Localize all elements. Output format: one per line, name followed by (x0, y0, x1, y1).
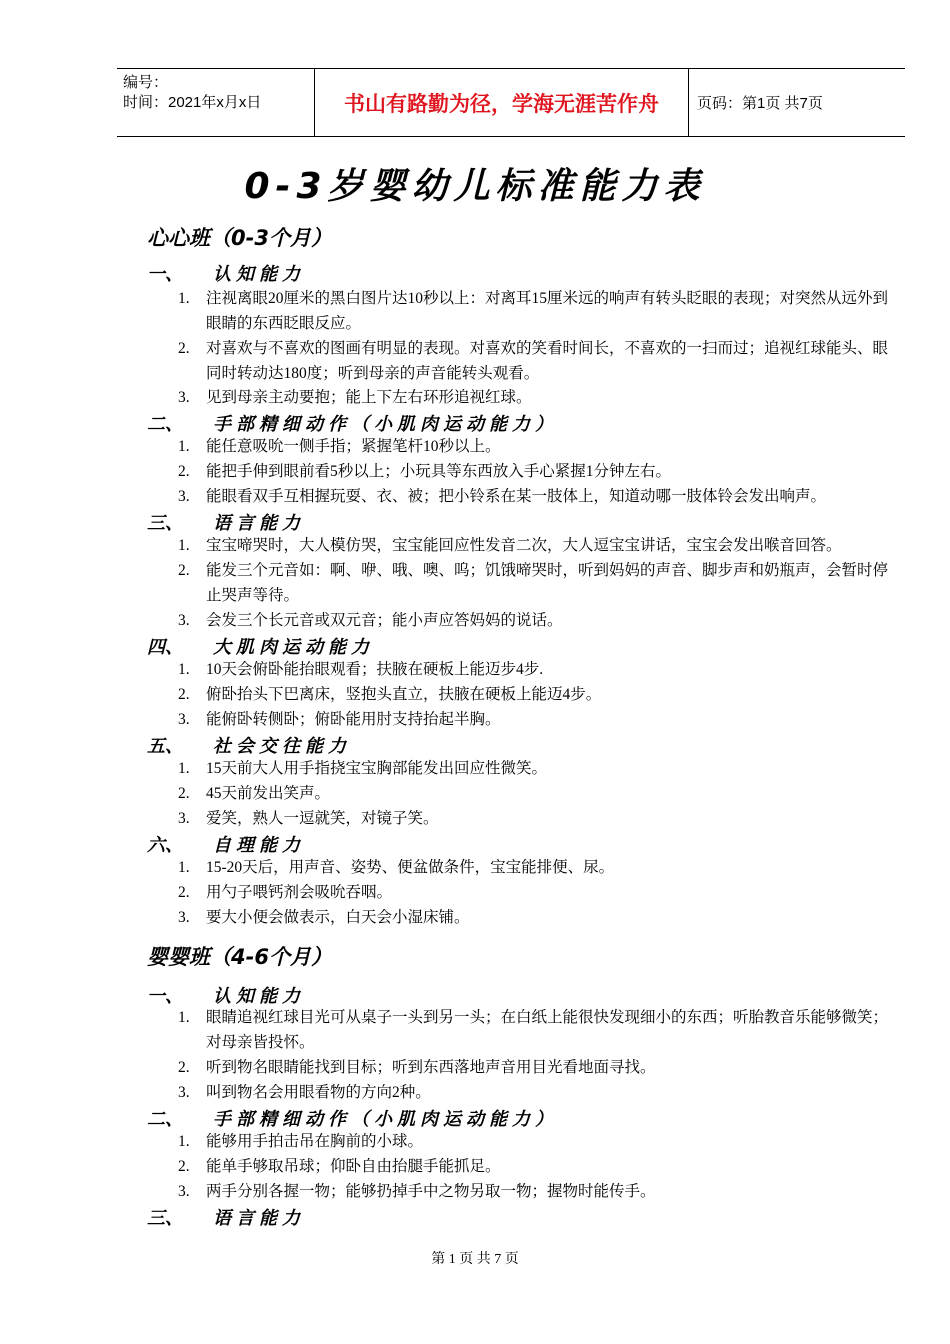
header-page-label: 页码：第1页 共7页 (697, 95, 823, 112)
list-item-text: 注视离眼20厘米的黑白图片达10秒以上：对离耳15厘米远的响声有转头眨眼的表现；对突然从远外到眼睛的东西眨眼反应。 (206, 290, 889, 332)
list-item-number: 3. (178, 909, 190, 926)
list-item-number: 2. (178, 562, 190, 579)
section-label: 手部精细动作（小肌肉运动能力） (213, 1109, 558, 1130)
list-item (178, 459, 894, 484)
list-item (178, 1080, 894, 1105)
section-heading (147, 732, 351, 758)
list-item-text: 眼睛追视红球目光可从桌子一头到另一头；在白纸上能很快发现细小的东西；听胎教音乐能够微笑；对母亲皆投怀。 (206, 1009, 889, 1051)
page-header (117, 68, 905, 137)
section-heading (147, 1204, 305, 1230)
list-item-text: 两手分别各握一物；能够扔掉手中之物另取一物；握物时能传手。 (206, 1183, 656, 1200)
list-item-number: 2. (178, 1059, 190, 1076)
section-heading (147, 831, 305, 857)
document-title: 0-3岁婴幼儿标准能力表 (244, 166, 706, 207)
list-item-number: 1. (178, 1009, 190, 1026)
section-label: 语言能力 (213, 1208, 305, 1229)
section-heading (147, 633, 374, 659)
list-item (178, 385, 894, 410)
list-item (178, 608, 894, 633)
list-item (178, 1179, 894, 1204)
list-item-text: 俯卧抬头下巴离床，竖抱头直立，扶腋在硬板上能迈4步。 (206, 686, 602, 703)
list-item-number: 3. (178, 612, 190, 629)
section-heading (147, 260, 305, 286)
list-item (178, 434, 894, 459)
list-item (178, 1055, 894, 1080)
section-label: 认知能力 (213, 264, 305, 285)
list-item-text: 用勺子喂钙剂会吸吮吞咽。 (206, 884, 393, 901)
list-item (178, 880, 894, 905)
class-heading: 心心班（0-3个月） (147, 226, 332, 250)
list-item (178, 558, 894, 608)
list-item-text: 能单手够取吊球；仰卧自由抬腿手能抓足。 (206, 1158, 501, 1175)
doc-date-label: 时间：2021年x月x日 (123, 94, 262, 111)
list-item (178, 682, 894, 707)
list-item (178, 1154, 894, 1179)
list-item-number: 2. (178, 785, 190, 802)
list-item-number: 3. (178, 711, 190, 728)
list-item-number: 3. (178, 488, 190, 505)
list-item (178, 707, 894, 732)
list-item-number: 2. (178, 463, 190, 480)
section-heading (147, 509, 305, 535)
section-number: 三、 (147, 1208, 183, 1229)
list-item-text: 对喜欢与不喜欢的图画有明显的表现。对喜欢的笑看时间长，不喜欢的一扫而过；追视红球能头、眼同时转动达180度；听到母亲的声音能转头观看。 (206, 340, 889, 382)
section-heading (147, 410, 558, 436)
list-item (178, 533, 894, 558)
header-meta (117, 69, 315, 136)
section-label: 语言能力 (213, 513, 305, 534)
list-item-number: 1. (178, 859, 190, 876)
page-footer: 第 1 页 共 7 页 (431, 1252, 519, 1267)
list-item-number: 1. (178, 1133, 190, 1150)
list-item-number: 2. (178, 686, 190, 703)
list-item (178, 286, 894, 336)
section-number: 一、 (147, 986, 183, 1007)
list-item-text: 能俯卧转侧卧；俯卧能用肘支持抬起半胸。 (206, 711, 501, 728)
section-number: 三、 (147, 513, 183, 534)
list-item (178, 781, 894, 806)
list-item-text: 15-20天后，用声音、姿势、便盆做条件，宝宝能排便、尿。 (206, 859, 615, 876)
list-item-text: 见到母亲主动要抱；能上下左右环形追视红球。 (206, 389, 532, 406)
list-item-text: 能够用手拍击吊在胸前的小球。 (206, 1133, 424, 1150)
list-item (178, 855, 894, 880)
list-item-number: 3. (178, 1183, 190, 1200)
list-item-text: 能把手伸到眼前看5秒以上；小玩具等东西放入手心紧握1分钟左右。 (206, 463, 672, 480)
list-item-text: 会发三个长元音或双元音；能小声应答妈妈的说话。 (206, 612, 563, 629)
list-item-number: 1. (178, 438, 190, 455)
list-item-text: 15天前大人用手指挠宝宝胸部能发出回应性微笑。 (206, 760, 548, 777)
list-item-number: 2. (178, 884, 190, 901)
list-item-number: 1. (178, 537, 190, 554)
list-item (178, 806, 894, 831)
list-item-number: 2. (178, 340, 190, 357)
class-heading: 婴婴班（4-6个月） (147, 945, 332, 969)
list-item-number: 1. (178, 290, 190, 307)
list-item (178, 657, 894, 682)
list-item-text: 45天前发出笑声。 (206, 785, 331, 802)
list-item (178, 1005, 894, 1055)
section-label: 社会交往能力 (213, 736, 351, 757)
list-item-text: 10天会俯卧能抬眼观看；扶腋在硬板上能迈步4步. (206, 661, 544, 678)
list-item (178, 484, 894, 509)
list-item-text: 叫到物名会用眼看物的方向2种。 (206, 1084, 431, 1101)
list-item-text: 能眼看双手互相握玩耍、衣、被；把小铃系在某一肢体上，知道动哪一肢体铃会发出响声。 (206, 488, 827, 505)
list-item-number: 1. (178, 661, 190, 678)
header-motto: 书山有路勤为径，学海无涯苦作舟 (315, 69, 689, 136)
section-label: 大肌肉运动能力 (213, 637, 374, 658)
section-number: 六、 (147, 835, 183, 856)
section-number: 一、 (147, 264, 183, 285)
list-item-text: 要大小便会做表示，白天会小湿床铺。 (206, 909, 470, 926)
section-heading (147, 1105, 558, 1131)
list-item (178, 905, 894, 930)
section-label: 认知能力 (213, 986, 305, 1007)
list-item-text: 听到物名眼睛能找到目标；听到东西落地声音用目光看地面寻找。 (206, 1059, 656, 1076)
list-item (178, 1129, 894, 1154)
section-number: 二、 (147, 1109, 183, 1130)
list-item (178, 336, 894, 386)
list-item (178, 756, 894, 781)
list-item-text: 宝宝啼哭时，大人模仿哭，宝宝能回应性发音二次，大人逗宝宝讲话，宝宝会发出喉音回答。 (206, 537, 842, 554)
section-number: 二、 (147, 414, 183, 435)
list-item-text: 能任意吸吮一侧手指；紧握笔杆10秒以上。 (206, 438, 501, 455)
list-item-number: 2. (178, 1158, 190, 1175)
section-label: 手部精细动作（小肌肉运动能力） (213, 414, 558, 435)
section-label: 自理能力 (213, 835, 305, 856)
list-item-text: 能发三个元音如：啊、咿、哦、噢、呜；饥饿啼哭时，听到妈妈的声音、脚步声和奶瓶声，会暂时停止哭声等待。 (206, 562, 889, 604)
list-item-number: 3. (178, 810, 190, 827)
list-item-number: 1. (178, 760, 190, 777)
list-item-number: 3. (178, 389, 190, 406)
doc-number-label: 编号： (123, 74, 169, 91)
section-number: 五、 (147, 736, 183, 757)
section-number: 四、 (147, 637, 183, 658)
list-item-text: 爱笑，熟人一逗就笑，对镜子笑。 (206, 810, 439, 827)
list-item-number: 3. (178, 1084, 190, 1101)
